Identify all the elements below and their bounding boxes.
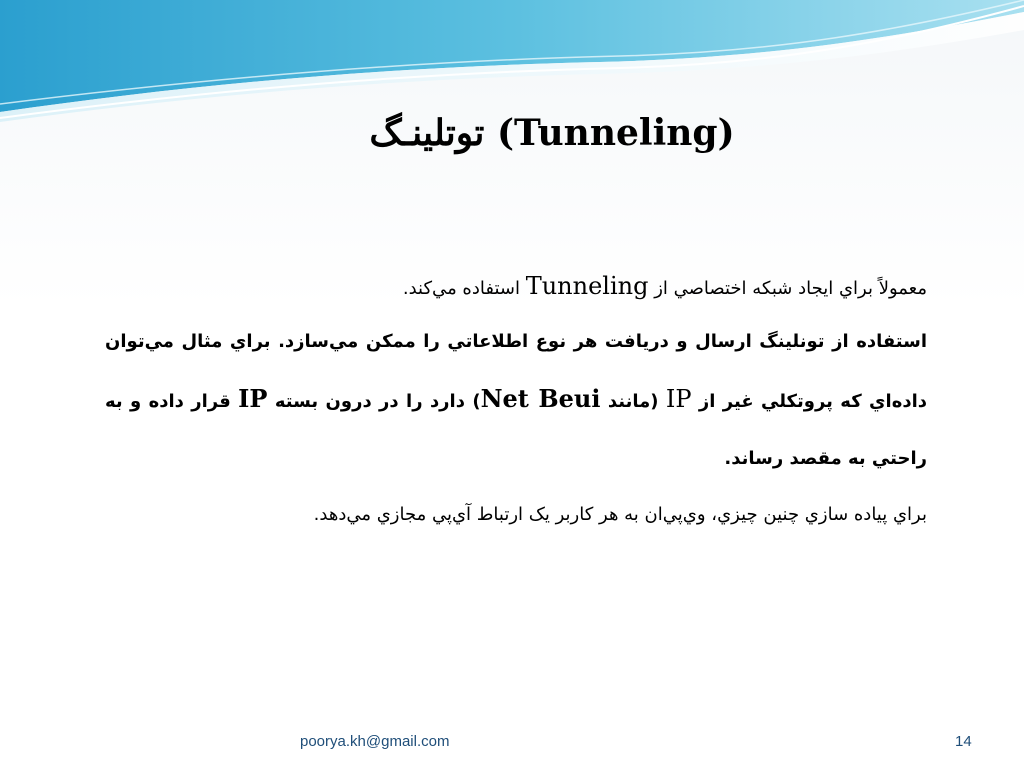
explanation-part1: استفاده از تونلينگ ارسال و دريافت هر نوع اطلاعاتي را ممکن مي‌سازد. براي مثال مي‌توان داده‌اي که پروتکلي غير از <box>105 331 927 412</box>
explanation-part2: (مانند <box>600 391 666 412</box>
explanation-part3: ) دارد را در درون بسته <box>267 391 481 412</box>
intro-text-before: معمولاً براي ايجاد شبکه اختصاصي از <box>648 278 927 299</box>
footer-email: poorya.kh@gmail.com <box>300 733 450 750</box>
paragraph-explanation <box>105 313 927 487</box>
page-number: 14 <box>955 733 972 750</box>
explanation-ip-term: IP <box>665 385 692 413</box>
paragraph-vpn: براي پياده سازي چنين چيزي، وي‌پي‌ان به هر کاربر يک ارتباط آي‌پي مجازي مي‌دهد. <box>313 504 927 525</box>
explanation-netbeui-term: Net Beui <box>480 384 601 413</box>
paragraph-intro <box>105 262 927 313</box>
intro-term: Tunneling <box>525 272 649 300</box>
header-wave-decoration <box>0 0 1024 130</box>
slide-content <box>105 262 927 539</box>
slide-title: توتلينـگ (Tunneling) <box>369 112 735 154</box>
intro-text-after: استفاده مي‌کند. <box>402 278 526 299</box>
explanation-part4: قرار داده و به راحتي به مقصد رساند. <box>105 391 927 469</box>
explanation-ip-packet-term: IP <box>238 384 268 413</box>
